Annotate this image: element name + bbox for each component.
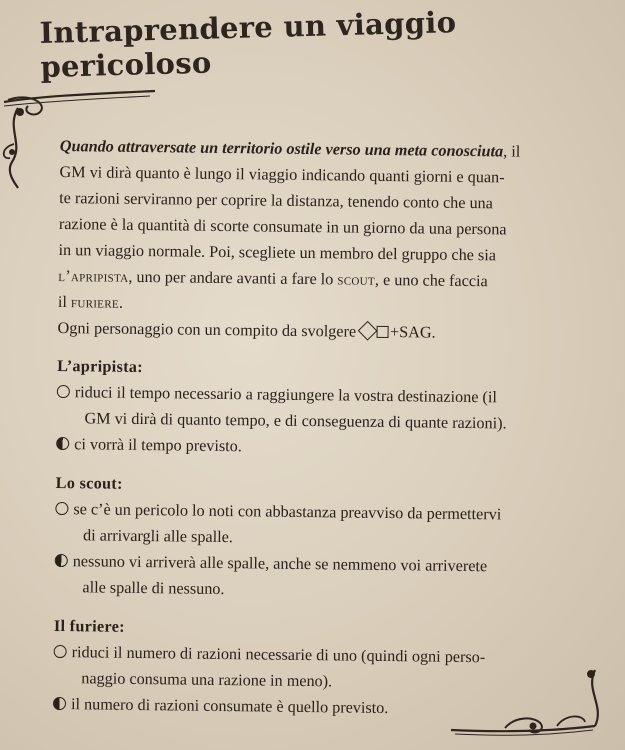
partial-success-option: il numero di razioni consumate è quello previsto. xyxy=(53,691,563,723)
intro-line: Quando attraversate un territorio ostile verso una meta conosciuta, il xyxy=(59,136,521,161)
empty-circle-icon xyxy=(54,645,67,658)
dice-icon xyxy=(376,326,388,338)
half-filled-circle-icon xyxy=(55,554,68,567)
role-apripista: l’apripista xyxy=(58,266,129,286)
option-continuation: alle spalle di nessuno. xyxy=(82,578,225,599)
partial-success-option: ci vorrà il tempo previsto. xyxy=(56,431,566,463)
full-success-option: riduci il numero di razioni necessarie di uno (quindi ogni perso- xyxy=(54,639,564,671)
option-continuation: naggio consuma una razione in meno). xyxy=(81,669,333,691)
option-continuation: GM vi dirà di quanto tempo, e di conseguenza di quante razioni). xyxy=(84,409,507,433)
dice-icon xyxy=(357,321,377,341)
partial-success-option: nessuno vi arriverà alle spalle, anche se nemmeno voi arriverete xyxy=(55,548,565,580)
half-filled-circle-icon xyxy=(53,697,66,710)
intro-line: razione è la quantità di scorte consumate in un giorno da una persona xyxy=(58,214,507,239)
role-furiere: furiere xyxy=(70,293,120,312)
full-success-option: riduci il tempo necessario a raggiungere la vostra destinazione (il xyxy=(57,379,567,411)
roll-instruction: Ogni personaggio con un compito da svolgere +SAG. xyxy=(57,318,436,342)
intro-line: il furiere. xyxy=(57,292,124,312)
intro-line: in un viaggio normale. Poi, scegliete un membro del gruppo che sia xyxy=(58,240,497,265)
option-continuation: di arrivargli alle spalle. xyxy=(82,526,234,547)
move-body xyxy=(53,133,570,723)
section-heading-furiere: Il furiere: xyxy=(53,616,125,636)
role-scout: scout xyxy=(337,270,376,289)
empty-circle-icon xyxy=(57,385,70,398)
full-success-option: se c’è un pericolo lo noti con abbastanza preavviso da permettervi xyxy=(55,496,565,528)
intro-trigger: Quando attraversate un territorio ostile verso una meta conosciuta xyxy=(59,136,504,161)
half-filled-circle-icon xyxy=(56,437,69,450)
empty-circle-icon xyxy=(55,502,68,515)
intro-line: te razioni serviranno per coprire la distanza, tenendo conto che una xyxy=(59,188,494,213)
intro-line: GM vi dirà quanto è lungo il viaggio indicando quanti giorni e quan- xyxy=(59,162,505,187)
section-heading-apripista: L’apripista: xyxy=(57,356,144,377)
intro-line: l’apripista, uno per andare avanti a fare lo scout, e uno che faccia xyxy=(58,266,488,291)
page-title: Intraprendere un viaggio pericoloso xyxy=(39,5,457,84)
section-heading-scout: Lo scout: xyxy=(55,473,123,493)
